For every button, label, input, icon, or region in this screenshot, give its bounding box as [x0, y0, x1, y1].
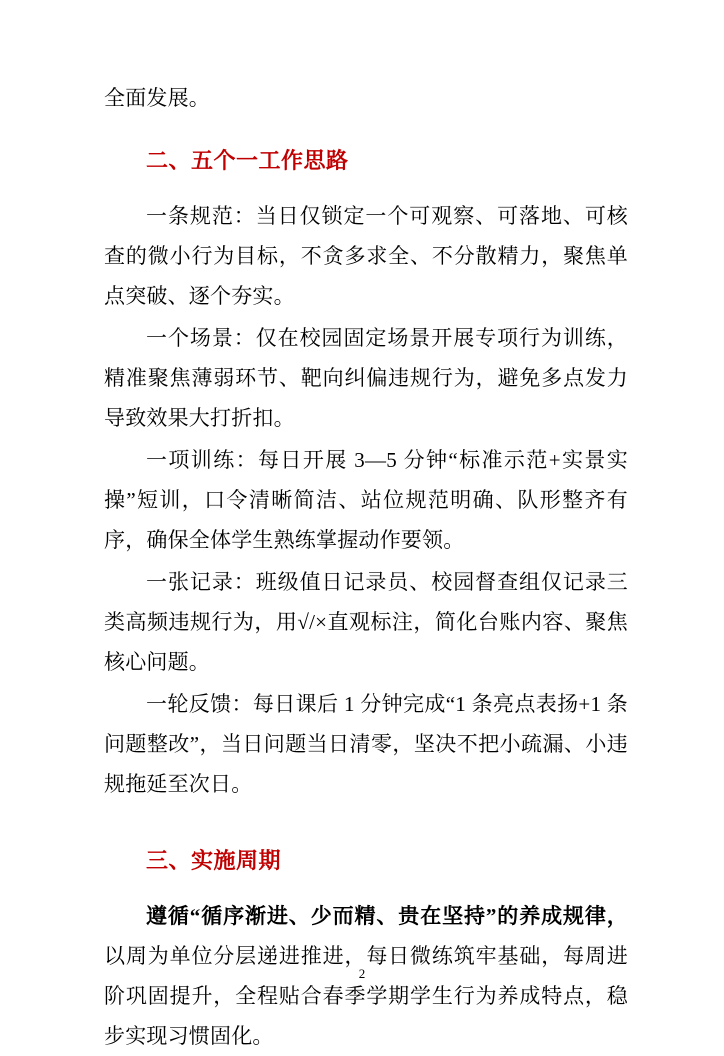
section-heading-three: 三、实施周期 [146, 849, 282, 874]
section-three-lead: 遵循“循序渐进、少而精、贵在坚持”的养成规律， [146, 904, 628, 928]
section-heading-two: 二、五个一工作思路 [146, 149, 349, 174]
page-number: 2 [358, 966, 366, 981]
paragraph-one-feedback: 一轮反馈：每日课后 1 分钟完成“1 条亮点表扬+1 条问题整改”，当日问题当日清零，坚决不把小疏漏、小违规拖延至次日。 [104, 692, 628, 796]
continuation-paragraph: 全面发展。 [104, 86, 210, 110]
paragraph-one-scene: 一个场景：仅在校园固定场景开展专项行为训练，精准聚焦薄弱环节、靶向纠偏违规行为，避免多点发力导致效果大打折扣。 [104, 326, 628, 430]
paragraph-one-record: 一张记录：班级值日记录员、校园督查组仅记录三类高频违规行为，用√/×直观标注，简化台账内容、聚焦核心问题。 [104, 570, 628, 674]
section-three-rest: 以周为单位分层递进推进，每日微练筑牢基础，每周进阶巩固提升，全程贴合春季学期学生行为养成特点，稳步实现习惯固化。 [104, 944, 628, 1048]
section-two-body [104, 196, 628, 804]
paragraph-one-standard: 一条规范：当日仅锁定一个可观察、可落地、可核查的微小行为目标，不贪多求全、不分散精力，聚焦单点突破、逐个夯实。 [104, 204, 628, 308]
paragraph-one-training: 一项训练：每日开展 3—5 分钟“标准示范+实景实操”短训，口令清晰简洁、站位规范明确、队形整齐有序，确保全体学生熟练掌握动作要领。 [104, 448, 628, 552]
